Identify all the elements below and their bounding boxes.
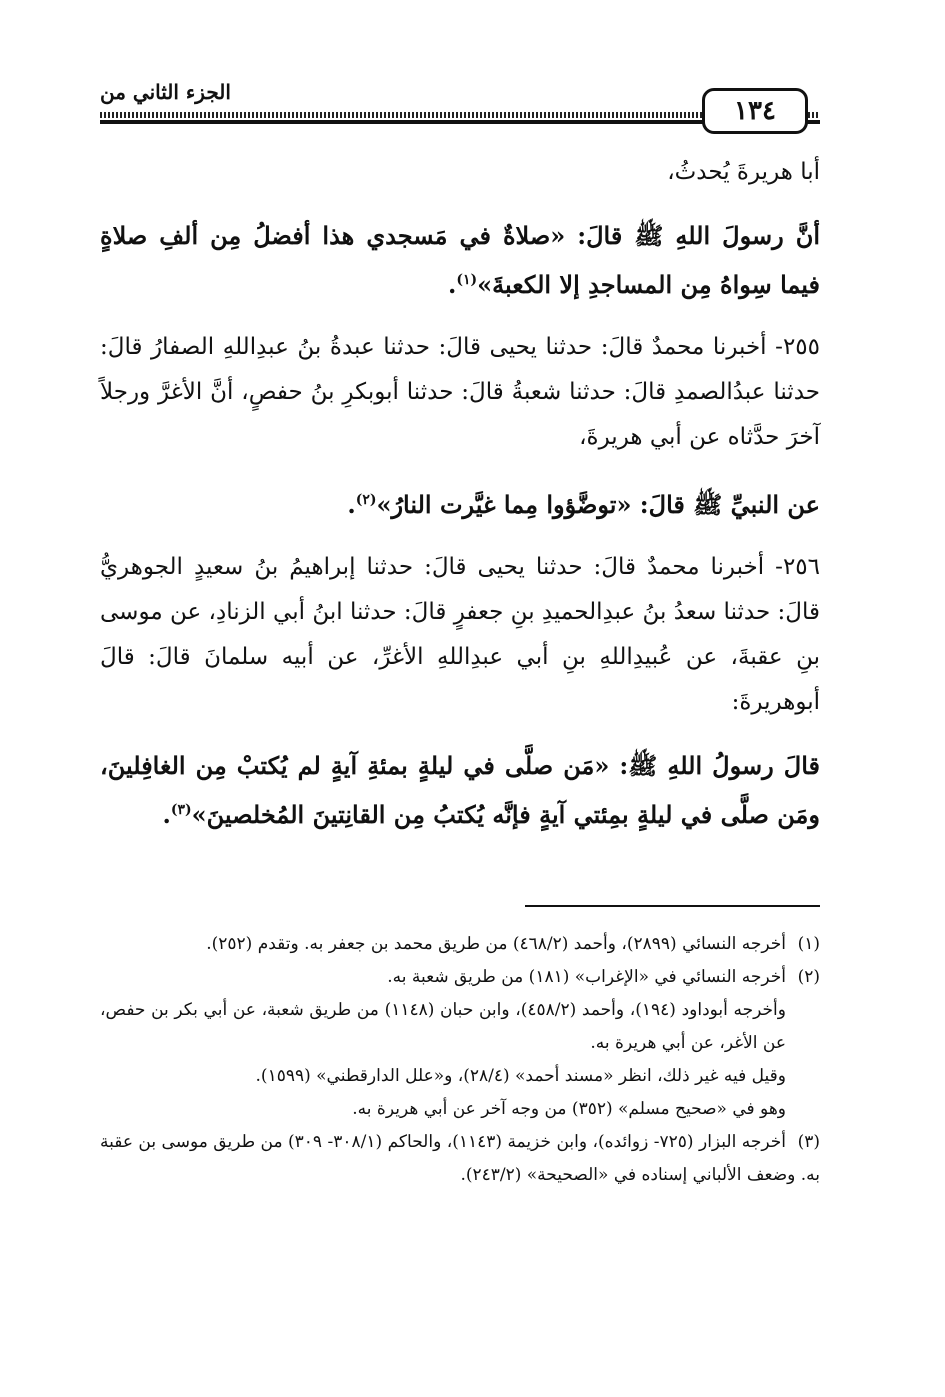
hadith-3-text: قالَ رسولُ اللهِ ﷺ: «مَن صلَّى في ليلةٍ بمئةِ آيةٍ لم يُكتبْ مِن الغافِلينَ، ومَن صلَّى في ليلةٍ بمِئتي آيةٍ فإنَّه يُكتبُ مِن القانِتينَ المُخلصينَ» — [100, 751, 820, 829]
hadith-2 — [100, 478, 820, 527]
footnote-2-line-d: وهو في «صحيح مسلم» (٣٥٢) من وجه آخر عن أبي هريرة به. — [352, 1099, 786, 1119]
hadith-3 — [100, 743, 820, 837]
footnote-2-number: (٢) — [797, 967, 820, 987]
page-number: ١٣٤ — [702, 88, 808, 134]
isnad-255: ٢٥٥- أخبرنا محمدٌ قالَ: حدثنا يحيى قالَ: حدثنا عبدةُ بنُ عبدِاللهِ الصفارُ قالَ: حدثنا عبدُالصمدِ قالَ: حدثنا شعبةُ قالَ: حدثنا أبوبكرِ بنُ حفصٍ، أنَّ الأغرَّ ورجلاً آخرَ حدَّثاه عن أبي هريرةَ، — [100, 334, 820, 450]
footnote-2-text: أخرجه النسائي في «الإغراب» (١٨١) من طريق شعبة به. — [387, 967, 786, 987]
running-title: الجزء الثاني من — [100, 80, 231, 104]
footnote-ref-3: (٣) — [170, 802, 192, 818]
hadith-1-end: . — [448, 270, 457, 299]
footnote-2-line-c: وقيل فيه غير ذلك، انظر «مسند أحمد» (٢٨/٤)، و«علل الدارقطني» (١٥٩٩). — [255, 1066, 786, 1086]
footnote-3-number: (٣) — [797, 1132, 820, 1152]
isnad-256: ٢٥٦- أخبرنا محمدٌ قالَ: حدثنا يحيى قالَ: حدثنا إبراهيمُ بنُ سعيدٍ الجوهريُّ قالَ: حدثنا سعدُ بنُ عبدِالحميدِ بنِ جعفرٍ قالَ: حدثنا ابنُ أبي الزنادِ، عن موسى بنِ عقبةَ، عن عُبيدِاللهِ بنِ أبي عبدِاللهِ الأغرِّ، عن أبيه سلمانَ قالَ: قالَ أبوهريرةَ: — [100, 554, 820, 715]
hadith-1 — [100, 213, 820, 307]
footnotes — [100, 928, 820, 1192]
hadith-2-end: . — [347, 490, 356, 519]
footnote-3-text: أخرجه البزار (٧٢٥- زوائده)، وابن خزيمة (١١٤٣)، والحاكم (٣٠٨/١- ٣٠٩) من طريق موسى بن عقبة به. وضعف الألباني إسناده في «الصحيحة» (٢٤٣/٢). — [100, 1132, 820, 1185]
footnote-1-text: أخرجه النسائي (٢٨٩٩)، وأحمد (٤٦٨/٢) من طريق محمد بن جعفر به. وتقدم (٢٥٢). — [206, 934, 786, 954]
page-header — [100, 78, 820, 138]
footnote-2-line-b: وأخرجه أبوداود (١٩٤)، وأحمد (٤٥٨/٢)، وابن حبان (١١٤٨) من طريق شعبة، عن أبي بكر بن حفص، عن الأغر، عن أبي هريرة به. — [100, 1000, 786, 1053]
footnote-1 — [100, 928, 820, 961]
footnote-ref-2: (٢) — [355, 492, 377, 508]
hadith-2-text: عن النبيِّ ﷺ قالَ: «توضَّؤوا مِما غيَّرت النارُ» — [376, 490, 820, 519]
main-text — [100, 150, 820, 855]
paragraph-1: أبا هريرةَ يُحدثُ، — [667, 159, 820, 185]
footnote-ref-1: (١) — [456, 272, 478, 288]
footnote-1-number: (١) — [797, 934, 820, 954]
hadith-3-end: . — [162, 800, 171, 829]
hadith-1-text: أنَّ رسولَ اللهِ ﷺ قالَ: «صلاةٌ في مَسجدي هذا أفضلُ مِن ألفِ صلاةٍ فيما سِواهُ مِن المساجدِ إلا الكعبةَ» — [100, 221, 820, 299]
footnote-3 — [100, 1126, 820, 1192]
footnote-2 — [100, 961, 820, 994]
footnote-separator — [525, 905, 820, 907]
